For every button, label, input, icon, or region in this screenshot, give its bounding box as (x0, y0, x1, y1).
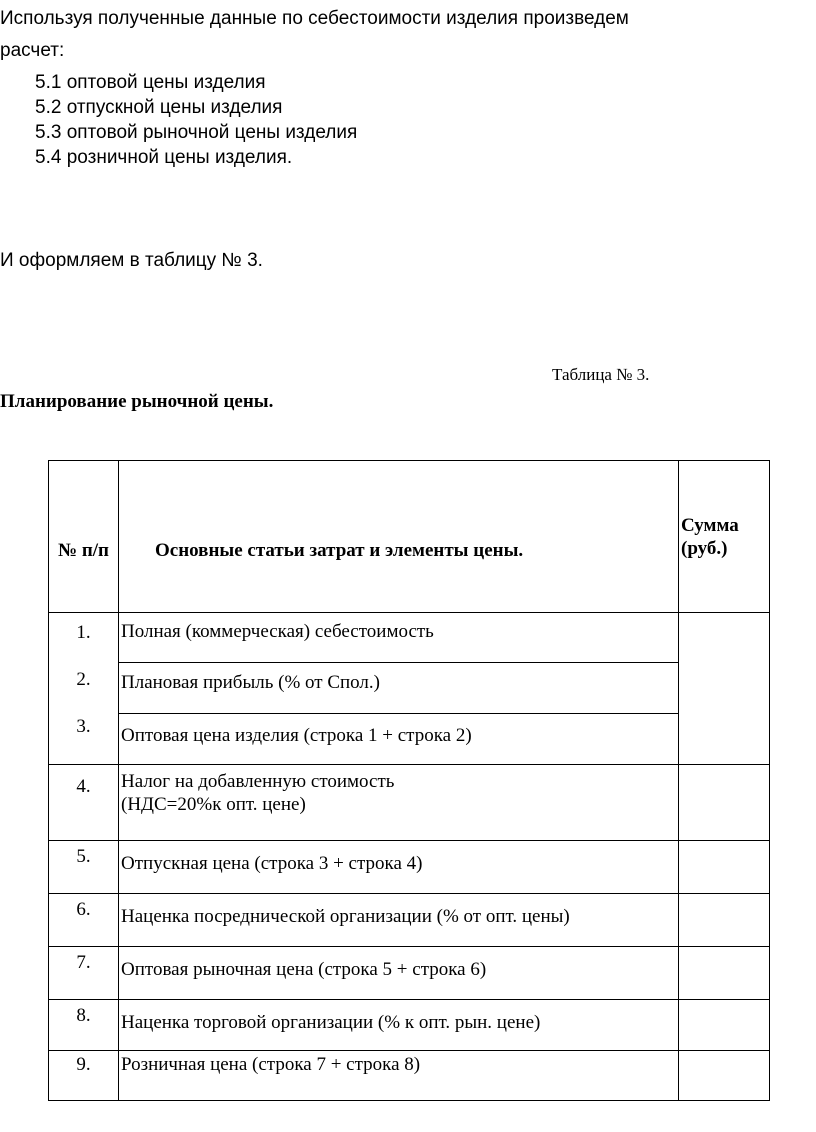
row-item-7: Оптовая рыночная цена (строка 5 + строка 6) (119, 947, 679, 1000)
list-item-5-2: 5.2 отпускной цены изделия (35, 97, 283, 118)
table-caption: Таблица № 3. (552, 365, 650, 384)
row-item-2: Плановая прибыль (% от Спол.) (119, 663, 679, 714)
header-sum-line-1: Сумма (681, 514, 739, 536)
row-item-5: Отпускная цена (строка 3 + строка 4) (119, 841, 679, 894)
row-sum-7[interactable] (679, 947, 770, 1000)
row-num-6: 6. (49, 894, 119, 947)
table-row (49, 894, 770, 947)
table-row (49, 947, 770, 1000)
row-sum-5[interactable] (679, 841, 770, 894)
row-sum-9[interactable] (679, 1051, 770, 1101)
row-item-4-line-1: Налог на добавленную стоимость (121, 771, 395, 792)
table-row (49, 663, 770, 714)
row-item-4 (119, 765, 679, 841)
row-num-9: 9. (49, 1051, 119, 1101)
row-sum-1-3[interactable] (679, 613, 770, 765)
row-sum-8[interactable] (679, 1000, 770, 1051)
row-item-3: Оптовая цена изделия (строка 1 + строка 2) (119, 714, 679, 765)
row-num-8: 8. (49, 1000, 119, 1051)
header-item: Основные статьи затрат и элементы цены. (119, 461, 679, 613)
row-num-3: 3. (76, 716, 91, 737)
intro-line-1: Используя полученные данные по себестоимости изделия произведем (0, 8, 629, 29)
price-planning-table (48, 460, 770, 1101)
header-num: № п/п (49, 461, 119, 613)
table-row (49, 714, 770, 765)
row-numbers-1-3 (49, 613, 119, 765)
table-header-row (49, 461, 770, 613)
row-num-4: 4. (49, 765, 119, 841)
table-title: Планирование рыночной цены. (0, 391, 274, 412)
row-num-1: 1. (76, 622, 91, 643)
row-num-5: 5. (49, 841, 119, 894)
list-item-5-3: 5.3 оптовой рыночной цены изделия (35, 122, 358, 143)
table-row (49, 841, 770, 894)
header-sum (679, 461, 770, 613)
row-sum-4[interactable] (679, 765, 770, 841)
table-row (49, 765, 770, 841)
table-row (49, 1000, 770, 1051)
row-item-1: Полная (коммерческая) себестоимость (119, 613, 679, 663)
row-item-4-line-2: (НДС=20%к опт. цене) (121, 794, 306, 815)
table-reference: И оформляем в таблицу № 3. (0, 250, 263, 271)
row-item-8: Наценка торговой организации (% к опт. рын. цене) (119, 1000, 679, 1051)
row-num-7: 7. (49, 947, 119, 1000)
intro-line-2: расчет: (0, 40, 65, 61)
table-row (49, 1051, 770, 1101)
row-sum-6[interactable] (679, 894, 770, 947)
list-item-5-4: 5.4 розничной цены изделия. (35, 147, 293, 168)
row-item-9: Розничная цена (строка 7 + строка 8) (119, 1051, 679, 1101)
row-num-2: 2. (76, 669, 91, 690)
header-sum-line-2: (руб.) (681, 537, 728, 559)
table-row (49, 613, 770, 663)
list-item-5-1: 5.1 оптовой цены изделия (35, 72, 266, 93)
row-item-6: Наценка посреднической организации (% от опт. цены) (119, 894, 679, 947)
